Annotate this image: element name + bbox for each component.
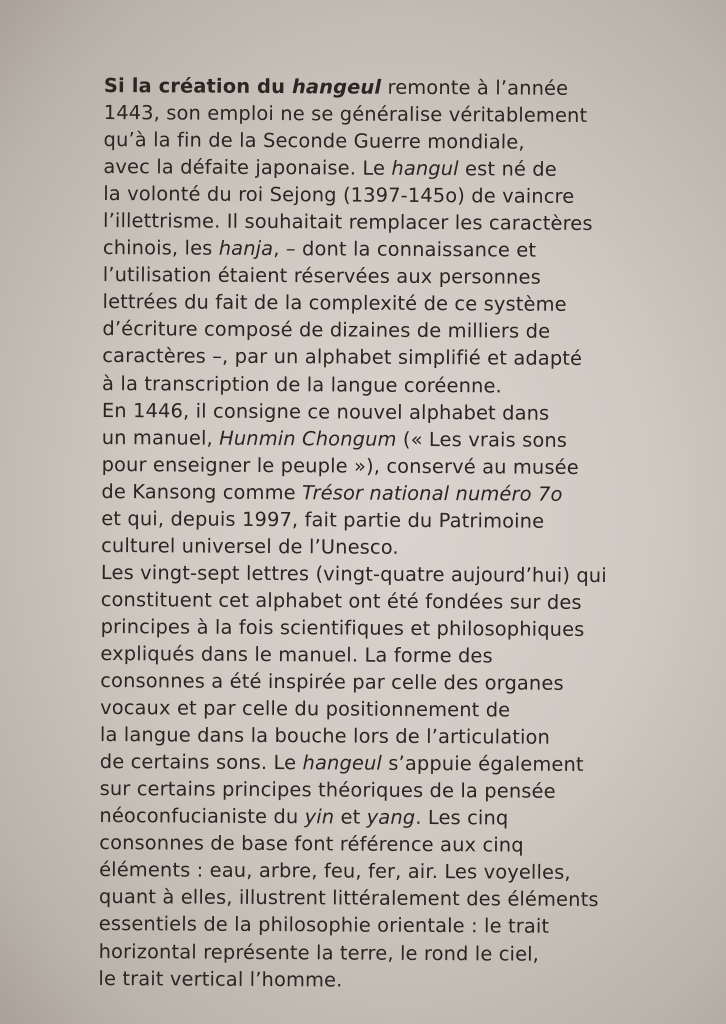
text-segment: Les vingt-sept lettres (vingt-quatre aujourd’hui) qui [100,560,607,587]
text-line [103,234,703,265]
text-segment: essentiels de la philosophie orientale : le trait [98,912,550,939]
text-line [102,342,702,373]
text-line [104,99,704,130]
text-line [101,586,701,617]
text-line [103,261,703,292]
text-segment: est né de [458,157,557,181]
text-segment: vocaux et par celle du positionnement de [100,696,511,722]
text-segment: avec la défaite japonaise. Le [103,155,392,180]
text-segment: (« Les vrais sons [396,427,568,452]
text-line [101,613,701,644]
text-line [103,153,703,184]
text-line [99,829,699,860]
text-line [101,559,701,590]
text-line [99,883,699,914]
text-line [103,180,703,211]
text-segment: hangul [391,156,459,181]
text-segment: la volonté du roi Sejong (1397-145o) de vaincre [103,182,575,209]
text-segment: hangeul [302,751,383,775]
text-segment: hangeul [291,75,382,99]
text-segment: , – dont la connaissance et [273,237,537,262]
text-segment: culturel universel de l’Unesco. [101,533,399,559]
text-line [103,288,703,319]
text-segment: le trait vertical l’homme. [98,966,343,992]
text-segment: et [334,805,367,829]
text-segment: à la transcription de la langue coréenne. [102,371,502,397]
text-segment: remonte à l’année [381,75,569,100]
text-segment: l’utilisation étaient réservées aux personnes [102,263,541,290]
text-segment: pour enseigner le peuple »), conservé au musée [101,452,579,479]
text-line [98,965,698,996]
text-line [103,207,703,238]
paragraph [101,397,702,563]
text-line [102,424,702,455]
text-line [100,640,700,671]
text-line [99,856,699,887]
text-segment: s’appuie également [381,751,584,777]
text-segment: chinois, les [102,236,219,260]
text-segment: et qui, depuis 1997, fait partie du Patrimoine [101,506,545,533]
text-segment: consonnes a été inspirée par celle des organes [100,669,564,695]
text-segment: un manuel, [101,425,220,450]
text-segment: expliqués dans le manuel. La forme des [100,641,493,668]
text-line [102,451,702,482]
text-line [100,721,700,752]
article-text [98,72,704,995]
text-segment: caractères –, par un alphabet simplifié et adapté [102,344,583,371]
text-segment: de certains sons. Le [99,750,303,775]
paragraph [98,559,701,995]
text-segment: d’écriture composé de dizaines de milliers de [102,317,551,344]
text-segment: éléments : eau, arbre, feu, fer, air. Les voyelles, [99,858,571,885]
text-segment: quant à elles, illustrent littéralement des éléments [98,885,599,912]
text-segment: principes à la fois scientifiques et philosophiques [100,614,585,641]
text-line [100,667,700,698]
text-segment: de Kansong comme [101,479,303,504]
text-line [101,532,701,563]
paragraph [102,72,704,400]
text-line [104,72,704,103]
text-segment: constituent cet alphabet ont été fondées sur des [100,587,582,614]
text-line [102,370,702,401]
text-line [100,748,700,779]
text-line [101,478,701,509]
text-line [104,126,704,157]
text-line [100,694,700,725]
text-segment: Si la création du [103,73,293,99]
text-segment: consonnes de base font référence aux cinq [99,831,524,857]
text-segment: l’illettrisme. Il souhaitait remplacer les caractères [103,209,593,236]
text-segment: la langue dans la bouche lors de l’articulation [99,723,551,749]
text-line [99,802,699,833]
text-line [99,937,699,968]
text-line [100,775,700,806]
text-segment: yang [366,805,416,830]
text-line [99,910,699,941]
text-segment: sur certains principes théoriques de la pensée [99,777,556,803]
text-segment: horizontal représente la terre, le rond le ciel, [98,939,540,966]
text-segment: 1443, son emploi ne se généralise véritablement [103,101,588,127]
text-segment: néoconfucianiste du [99,804,305,829]
text-segment: Hunmin Chongum [219,426,397,451]
text-segment: En 1446, il consigne ce nouvel alphabet dans [101,398,550,425]
text-line [101,505,701,536]
text-segment: . Les cinq [415,806,509,830]
text-segment: qu’à la fin de la Seconde Guerre mondiale, [103,128,525,154]
text-segment: yin [304,805,335,829]
text-segment: Trésor national numéro 7o [301,480,563,506]
text-segment: hanja [218,236,274,261]
text-segment: lettrées du fait de la complexité de ce système [102,290,567,317]
text-line [102,315,702,346]
text-line [102,397,702,428]
